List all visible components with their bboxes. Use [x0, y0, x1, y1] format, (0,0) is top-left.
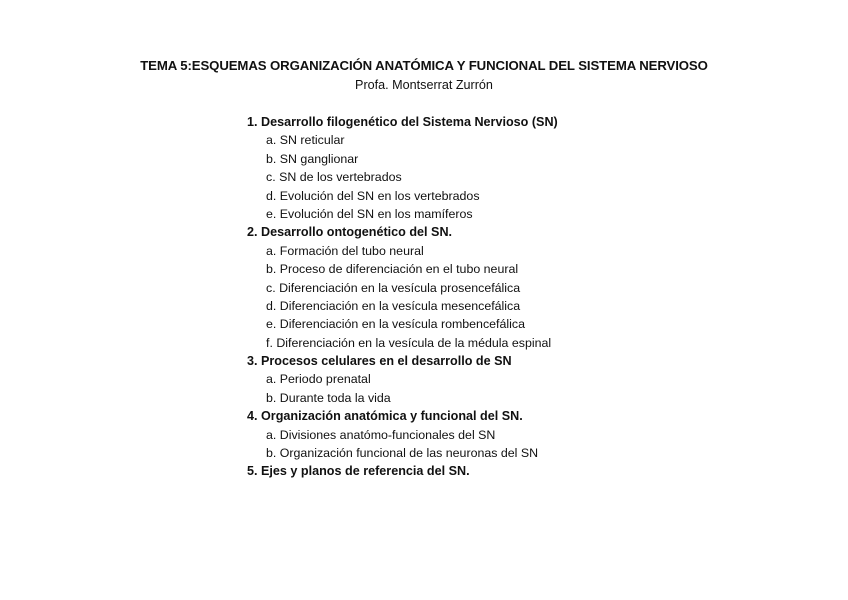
subtopic-item: a. Divisiones anatómo-funcionales del SN [266, 427, 496, 442]
subtopic-list [247, 426, 558, 463]
subtopic-item: b. Organización funcional de las neuronas del SN [266, 446, 539, 461]
topic-5 [247, 462, 558, 480]
subtopic-item: a. Formación del tubo neural [266, 243, 424, 258]
topic-3 [247, 352, 558, 407]
subtopic-item: b. Durante toda la vida [266, 390, 391, 405]
document-title: TEMA 5:ESQUEMAS ORGANIZACIÓN ANATÓMICA Y FUNCIONAL DEL SISTEMA NERVIOSO [140, 58, 708, 73]
topic-2 [247, 223, 558, 352]
subtopic-item: e. Evolución del SN en los mamíferos [266, 206, 473, 221]
topic-4 [247, 407, 558, 462]
subtopic-item: a. SN reticular [266, 133, 345, 148]
topic-heading: 4. Organización anatómica y funcional del SN. [247, 409, 523, 424]
subtopic-item: a. Periodo prenatal [266, 372, 371, 387]
subtopic-item: b. SN ganglionar [266, 151, 359, 166]
document-author: Profa. Montserrat Zurrón [355, 78, 493, 92]
subtopic-item: e. Diferenciación en la vesícula rombencefálica [266, 317, 525, 332]
subtopic-item: c. Diferenciación en la vesícula prosencefálica [266, 280, 521, 295]
topic-heading: 2. Desarrollo ontogenético del SN. [247, 225, 453, 240]
subtopic-item: c. SN de los vertebrados [266, 170, 402, 185]
subtopic-item: f. Diferenciación en la vesícula de la médula espinal [266, 335, 552, 350]
topic-outline [247, 113, 558, 481]
topic-heading: 5. Ejes y planos de referencia del SN. [247, 464, 470, 479]
topic-heading: 1. Desarrollo filogenético del Sistema Nervioso (SN) [247, 115, 558, 129]
subtopic-list [247, 131, 558, 223]
subtopic-list [247, 242, 558, 352]
subtopic-item: d. Evolución del SN en los vertebrados [266, 188, 480, 203]
subtopic-item: b. Proceso de diferenciación en el tubo neural [266, 262, 519, 277]
subtopic-item: d. Diferenciación en la vesícula mesencefálica [266, 298, 521, 313]
subtopic-list [247, 370, 558, 407]
topic-heading: 3. Procesos celulares en el desarrollo de SN [247, 354, 512, 369]
topic-1 [247, 113, 558, 223]
